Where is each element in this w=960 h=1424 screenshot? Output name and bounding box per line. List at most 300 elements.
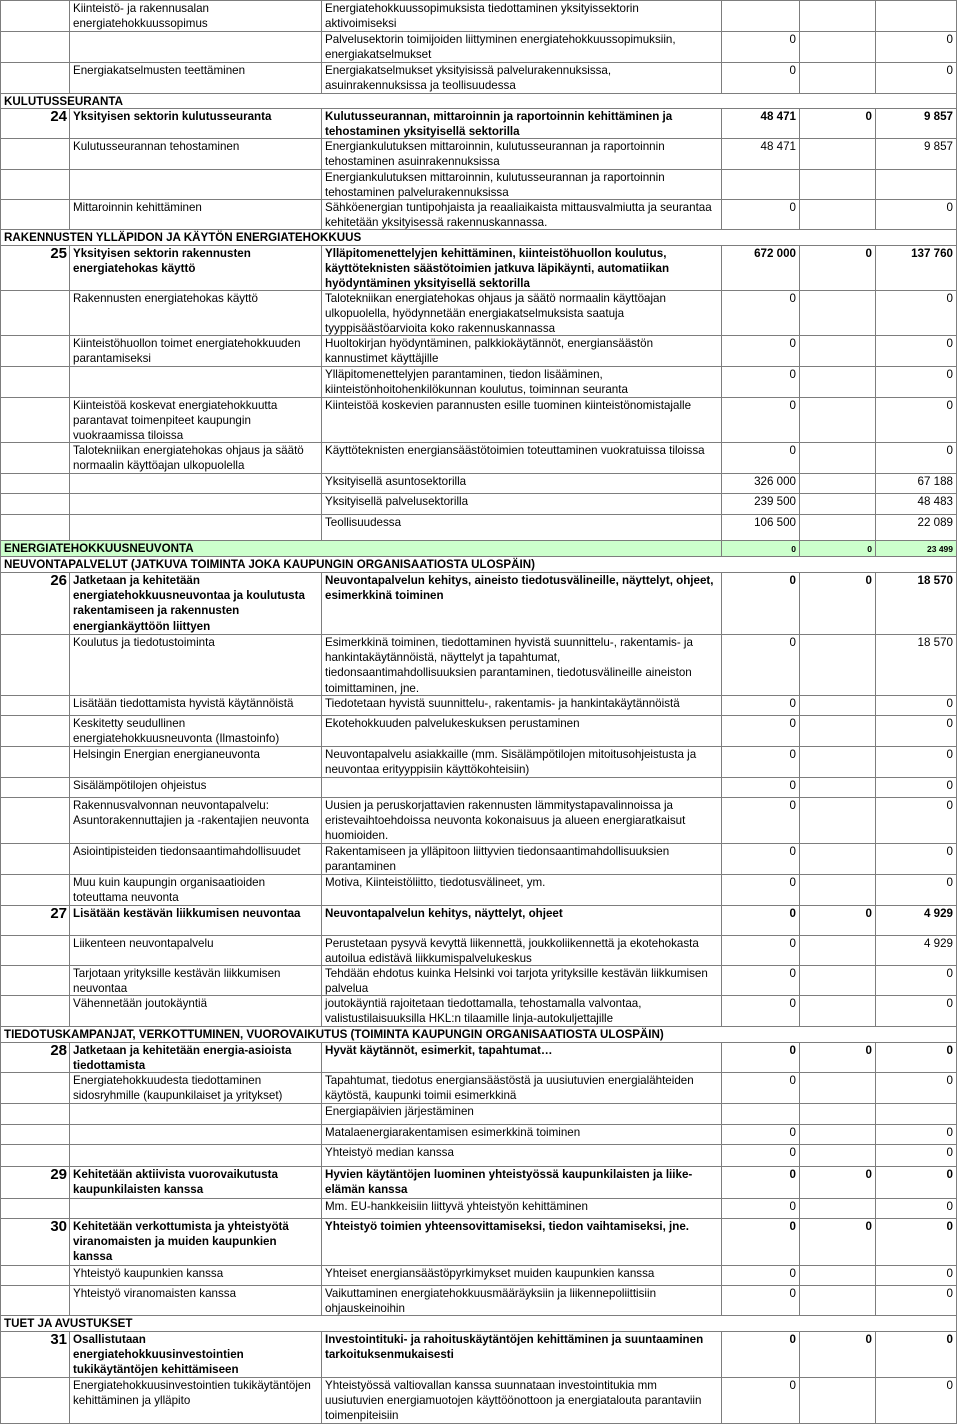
value-col-1 <box>722 1 800 31</box>
measure-name: Energiakatselmusten teettäminen <box>70 63 322 93</box>
measure-row <box>1 1043 957 1073</box>
value-col-3: 0 <box>876 875 957 905</box>
value-col-3: 18 570 <box>876 635 957 696</box>
value-col-2: 0 <box>800 1043 876 1073</box>
value-col-1 <box>722 1104 800 1124</box>
value-col-2 <box>800 1145 876 1166</box>
measure-name <box>70 32 322 62</box>
table-row <box>1 63 957 94</box>
value-col-1: 0 <box>722 1167 800 1198</box>
row-number <box>1 1104 70 1124</box>
table-row <box>1 966 957 996</box>
action-description: Ylläpitomenettelyjen parantaminen, tiedon lisääminen, kiinteistönhoitohenkilökunnan koulutus, toiminnan seuranta <box>322 367 722 397</box>
row-number <box>1 716 70 746</box>
value-col-1: 0 <box>722 32 800 62</box>
row-number <box>1 996 70 1026</box>
value-col-2 <box>800 63 876 93</box>
row-number <box>1 635 70 696</box>
measure-name <box>70 1125 322 1144</box>
table-row <box>1 1378 957 1424</box>
action-description: Neuvontapalvelun kehitys, näyttelyt, ohjeet <box>322 906 722 935</box>
table-row <box>1 200 957 230</box>
table-row <box>1 494 957 515</box>
action-description: Mm. EU-hankkeisiin liittyvä yhteistyön kehittäminen <box>322 1199 722 1218</box>
value-col-1: 0 <box>722 778 800 797</box>
value-col-3: 4 929 <box>876 936 957 966</box>
section-total-row <box>1 541 957 557</box>
table-row <box>1 996 957 1027</box>
measure-name <box>70 1104 322 1124</box>
value-col-1: 0 <box>722 398 800 444</box>
row-number <box>1 443 70 473</box>
measure-name: Energiatehokkuusinvestointien tukikäytäntöjen kehittäminen ja ylläpito <box>70 1378 322 1424</box>
table-row <box>1 1104 957 1125</box>
measure-name <box>70 1199 322 1218</box>
value-col-1: 0 <box>722 1332 800 1378</box>
value-col-2 <box>800 996 876 1026</box>
row-number: 29 <box>1 1167 70 1198</box>
table-row <box>1 875 957 906</box>
value-col-3 <box>876 1 957 31</box>
measure-name: Koulutus ja tiedotustoiminta <box>70 635 322 696</box>
row-number: 25 <box>1 246 70 292</box>
value-col-1: 0 <box>722 1145 800 1166</box>
value-col-2 <box>800 1 876 31</box>
action-description: Rakentamiseen ja ylläpitoon liittyvien tiedonsaantimahdollisuuksien parantaminen <box>322 844 722 874</box>
row-number <box>1 200 70 230</box>
value-col-1: 0 <box>722 844 800 874</box>
table-row <box>1 1286 957 1316</box>
action-description: Tehdään ehdotus kuinka Helsinki voi tarjota yrityksille kestävän liikkumisen palvelua <box>322 966 722 996</box>
section-header-row <box>1 94 957 109</box>
value-col-3: 0 <box>876 747 957 777</box>
action-description: Investointituki- ja rahoituskäytäntöjen kehittäminen ja suuntaaminen tarkoituksenmukaisesti <box>322 1332 722 1378</box>
value-col-1: 0 <box>722 906 800 935</box>
row-number <box>1 139 70 169</box>
value-col-3: 0 <box>876 778 957 797</box>
value-col-3: 0 <box>876 798 957 844</box>
value-col-3: 0 <box>876 398 957 444</box>
table-row <box>1 367 957 398</box>
value-col-3: 22 089 <box>876 515 957 540</box>
measure-name: Rakennusvalvonnan neuvontapalvelu: Asuntorakennuttajien ja -rakentajien neuvonta <box>70 798 322 844</box>
value-col-1: 0 <box>722 1073 800 1103</box>
action-description: Yksityisellä palvelusektorilla <box>322 494 722 514</box>
value-col-3: 23 499 <box>876 541 957 557</box>
value-col-1: 0 <box>722 63 800 93</box>
value-col-3: 0 <box>876 336 957 366</box>
row-number <box>1 170 70 200</box>
value-col-1: 0 <box>722 716 800 746</box>
value-col-1: 106 500 <box>722 515 800 540</box>
measure-name: Yksityisen sektorin kulutusseuranta <box>70 109 322 139</box>
row-number <box>1 1286 70 1316</box>
row-number <box>1 336 70 366</box>
value-col-2 <box>800 474 876 493</box>
measure-row <box>1 1219 957 1266</box>
action-description: Kulutusseurannan, mittaroinnin ja raportoinnin kehittäminen ja tehostaminen yksityisellä sektorilla <box>322 109 722 139</box>
value-col-3 <box>876 170 957 200</box>
action-description <box>322 778 722 797</box>
measure-name: Helsingin Energian energianeuvonta <box>70 747 322 777</box>
measure-name: Rakennusten energiatehokas käyttö <box>70 291 322 337</box>
measure-name: Mittaroinnin kehittäminen <box>70 200 322 230</box>
value-col-3: 0 <box>876 63 957 93</box>
table-row <box>1 474 957 494</box>
table-row <box>1 1073 957 1104</box>
action-description: Tiedotetaan hyvistä suunnittelu-, rakentamis- ja hankintakäytännöistä <box>322 696 722 715</box>
value-col-2 <box>800 1266 876 1285</box>
value-col-1: 0 <box>722 966 800 996</box>
value-col-3: 0 <box>876 32 957 62</box>
action-description: Hyvät käytännöt, esimerkit, tapahtumat… <box>322 1043 722 1073</box>
value-col-3: 0 <box>876 1167 957 1198</box>
row-number <box>1 875 70 905</box>
row-number <box>1 936 70 966</box>
value-col-2 <box>800 1104 876 1124</box>
action-description: Sähköenergian tuntipohjaista ja reaaliaikaista mittausvalmiutta ja seurantaa kehitetään yksityisessä rakennuskannassa. <box>322 200 722 230</box>
value-col-1 <box>722 170 800 200</box>
value-col-2 <box>800 515 876 540</box>
value-col-2 <box>800 1199 876 1218</box>
table-row <box>1 1199 957 1219</box>
row-number <box>1 494 70 514</box>
value-col-3: 48 483 <box>876 494 957 514</box>
value-col-2 <box>800 170 876 200</box>
table-row <box>1 398 957 443</box>
value-col-3: 9 857 <box>876 109 957 139</box>
value-col-3: 0 <box>876 996 957 1026</box>
value-col-1: 0 <box>722 996 800 1026</box>
action-description: Käyttöteknisten energiansäästötoimien toteuttaminen vuokratuissa tiloissa <box>322 443 722 473</box>
measure-name: Lisätään kestävän liikkumisen neuvontaa <box>70 906 322 935</box>
table-row <box>1 170 957 200</box>
row-number <box>1 747 70 777</box>
table-row <box>1 696 957 716</box>
measure-name: Osallistutaan energiatehokkuusinvestointien tukikäytäntöjen kehittämiseen <box>70 1332 322 1378</box>
measure-name: Jatketaan ja kehitetään energiatehokkuusneuvontaa ja koulutusta rakentamiseen ja rakennusten energiankäyttöön liittyen <box>70 573 322 634</box>
value-col-2: 0 <box>800 1167 876 1198</box>
value-col-2 <box>800 32 876 62</box>
action-description: joutokäyntiä rajoitetaan tiedottamalla, tehostamalla valvontaa, valistustilaisuuksilla HKL:n tilaamille linja-autokuljettajille <box>322 996 722 1026</box>
table-row <box>1 1 957 32</box>
value-col-2: 0 <box>800 246 876 292</box>
row-number <box>1 32 70 62</box>
table-row <box>1 747 957 778</box>
action-description: Ekotehokkuuden palvelukeskuksen perustaminen <box>322 716 722 746</box>
row-number <box>1 398 70 444</box>
table-row <box>1 844 957 875</box>
measure-name: Energiatehokkuudesta tiedottaminen sidosryhmille (kaupunkilaiset ja yritykset) <box>70 1073 322 1103</box>
value-col-3: 0 <box>876 716 957 746</box>
measure-name <box>70 1145 322 1166</box>
measure-name: Talotekniikan energiatehokas ohjaus ja säätö normaalin käyttöajan ulkopuolella <box>70 443 322 473</box>
measure-name <box>70 515 322 540</box>
measure-name: Keskitetty seudullinen energiatehokkuusneuvonta (Ilmastoinfo) <box>70 716 322 746</box>
section-header-row <box>1 557 957 573</box>
action-description: Yhteiset energiansäästöpyrkimykset muiden kaupunkien kanssa <box>322 1266 722 1285</box>
row-number <box>1 291 70 337</box>
action-description: Ylläpitomenettelyjen kehittäminen, kiinteistöhuollon koulutus, käyttöteknisten säästötoimien jatkuva läpikäynti, automatiikan hyödyntäminen yksityisellä sektorilla <box>322 246 722 292</box>
value-col-1: 0 <box>722 1286 800 1316</box>
value-col-1: 0 <box>722 747 800 777</box>
action-description: Energiakatselmukset yksityisissä palvelurakennuksissa, asuinrakennuksissa ja teollisuudessa <box>322 63 722 93</box>
value-col-1: 0 <box>722 696 800 715</box>
value-col-3: 9 857 <box>876 139 957 169</box>
row-number <box>1 474 70 493</box>
value-col-3: 0 <box>876 844 957 874</box>
measure-name <box>70 170 322 200</box>
table-row <box>1 32 957 63</box>
value-col-3: 0 <box>876 291 957 337</box>
value-col-1: 0 <box>722 1219 800 1265</box>
row-number <box>1 1266 70 1285</box>
value-col-1: 0 <box>722 573 800 634</box>
action-description: Vaikuttaminen energiatehokkuusmääräyksiin ja liikennepoliittisiin ohjauskeinoihin <box>322 1286 722 1316</box>
action-description: Yhteistyössä valtiovallan kanssa suunnataan investointitukia mm uusiutuvien energiamuotojen käyttöönottoon ja energiatalouta parantaviin toimenpiteisiin <box>322 1378 722 1424</box>
value-col-2 <box>800 398 876 444</box>
action-description: Yhteistyö median kanssa <box>322 1145 722 1166</box>
action-description: Neuvontapalvelun kehitys, aineisto tiedotusvälineille, näyttelyt, ohjeet, esimerkkinä toiminen <box>322 573 722 634</box>
row-number <box>1 798 70 844</box>
row-number <box>1 696 70 715</box>
value-col-3: 0 <box>876 1073 957 1103</box>
action-description: Palvelusektorin toimijoiden liittyminen energiatehokkuussopimuksiin, energiakatselmukset <box>322 32 722 62</box>
action-description: Yksityisellä asuntosektorilla <box>322 474 722 493</box>
value-col-1: 0 <box>722 367 800 397</box>
measure-name: Kehitetään aktiivista vuorovaikutusta kaupunkilaisten kanssa <box>70 1167 322 1198</box>
value-col-1: 0 <box>722 875 800 905</box>
value-col-3: 0 <box>876 1286 957 1316</box>
value-col-1: 48 471 <box>722 139 800 169</box>
value-col-2 <box>800 747 876 777</box>
value-col-2 <box>800 875 876 905</box>
value-col-3: 0 <box>876 1145 957 1166</box>
table-row <box>1 778 957 798</box>
table-row <box>1 716 957 747</box>
value-col-2: 0 <box>800 573 876 634</box>
row-number <box>1 367 70 397</box>
action-description: Yhteistyö toimien yhteensovittamiseksi, tiedon vaihtamiseksi, jne. <box>322 1219 722 1265</box>
value-col-2 <box>800 494 876 514</box>
measure-name: Sisälämpötilojen ohjeistus <box>70 778 322 797</box>
measure-name <box>70 474 322 493</box>
value-col-2 <box>800 798 876 844</box>
value-col-2: 0 <box>800 109 876 139</box>
row-number: 31 <box>1 1332 70 1378</box>
value-col-3: 0 <box>876 1125 957 1144</box>
section-title: KULUTUSSEURANTA <box>1 94 957 109</box>
value-col-3: 18 570 <box>876 573 957 634</box>
value-col-1: 0 <box>722 1125 800 1144</box>
row-number: 28 <box>1 1043 70 1073</box>
table-row <box>1 336 957 367</box>
action-description: Neuvontapalvelu asiakkaille (mm. Sisälämpötilojen mitoitusohjeistusta ja neuvontaa erityyppisiin käyttökohteisiin) <box>322 747 722 777</box>
table-row <box>1 936 957 966</box>
value-col-1: 326 000 <box>722 474 800 493</box>
value-col-3: 0 <box>876 1219 957 1265</box>
value-col-2 <box>800 443 876 473</box>
value-col-3: 0 <box>876 1266 957 1285</box>
value-col-3: 0 <box>876 1043 957 1073</box>
value-col-2 <box>800 1286 876 1316</box>
table-row <box>1 635 957 696</box>
value-col-2 <box>800 1125 876 1144</box>
value-col-1: 48 471 <box>722 109 800 139</box>
measure-name <box>70 494 322 514</box>
table-row <box>1 139 957 170</box>
row-number: 30 <box>1 1219 70 1265</box>
measure-name: Tarjotaan yrityksille kestävän liikkumisen neuvontaa <box>70 966 322 996</box>
action-description: Uusien ja peruskorjattavien rakennusten lämmitystapavalinnoissa ja eristevaihtoehdoissa neuvonta kokonaisuus ja alueen energiaratkaisut huomioiden. <box>322 798 722 844</box>
action-description: Energiankulutuksen mittaroinnin, kulutusseurannan ja raportoinnin tehostaminen palvelurakennuksissa <box>322 170 722 200</box>
measure-name: Yhteistyö kaupunkien kanssa <box>70 1266 322 1285</box>
row-number <box>1 1199 70 1218</box>
measure-name: Liikenteen neuvontapalvelu <box>70 936 322 966</box>
value-col-2: 0 <box>800 1219 876 1265</box>
measure-row <box>1 1332 957 1378</box>
measure-row <box>1 906 957 936</box>
section-header-row <box>1 1027 957 1043</box>
value-col-2 <box>800 1073 876 1103</box>
measure-name <box>70 367 322 397</box>
measure-name: Kulutusseurannan tehostaminen <box>70 139 322 169</box>
section-title: NEUVONTAPALVELUT (JATKUVA TOIMINTA JOKA KAUPUNGIN ORGANISAATIOSTA ULOSPÄIN) <box>1 557 957 572</box>
action-description: Energiankulutuksen mittaroinnin, kulutusseurannan ja raportoinnin tehostaminen asuinrakennuksissa <box>322 139 722 169</box>
action-description: Teollisuudessa <box>322 515 722 540</box>
value-col-3: 0 <box>876 1199 957 1218</box>
measure-row <box>1 1167 957 1199</box>
value-col-2 <box>800 139 876 169</box>
measure-name: Kiinteistöä koskevat energiatehokkuutta parantavat toimenpiteet kaupungin vuokraamissa tiloissa <box>70 398 322 444</box>
section-total-title: ENERGIATEHOKKUUSNEUVONTA <box>1 541 722 557</box>
action-description: Matalaenergiarakentamisen esimerkkinä toiminen <box>322 1125 722 1144</box>
value-col-2: 0 <box>800 541 876 557</box>
measure-name: Yksityisen sektorin rakennusten energiatehokas käyttö <box>70 246 322 292</box>
value-col-3 <box>876 1104 957 1124</box>
value-col-2 <box>800 200 876 230</box>
section-title: TUET JA AVUSTUKSET <box>1 1316 957 1331</box>
section-header-row <box>1 1316 957 1332</box>
value-col-3: 0 <box>876 696 957 715</box>
measure-name: Asiointipisteiden tiedonsaantimahdollisuudet <box>70 844 322 874</box>
action-description: Tapahtumat, tiedotus energiansäästöstä ja uusiutuvien energialähteiden käytöstä, kaupunki toimii esimerkkinä <box>322 1073 722 1103</box>
row-number <box>1 63 70 93</box>
value-col-1: 0 <box>722 635 800 696</box>
section-title: RAKENNUSTEN YLLÄPIDON JA KÄYTÖN ENERGIATEHOKKUUS <box>1 230 957 245</box>
row-number <box>1 1145 70 1166</box>
row-number: 26 <box>1 573 70 634</box>
value-col-1: 0 <box>722 936 800 966</box>
measure-row <box>1 573 957 635</box>
action-description: Esimerkkinä toiminen, tiedottaminen hyvistä suunnittelu-, rakentamis- ja hankintakäytännöistä, näyttelyt ja tapahtumat, tiedonsaantimahdollisuuksien parantaminen, tiedotusvälineille aineiston toimittaminen, jne. <box>322 635 722 696</box>
value-col-3: 4 929 <box>876 906 957 935</box>
measure-row <box>1 246 957 291</box>
value-col-2: 0 <box>800 1332 876 1378</box>
value-col-1: 0 <box>722 291 800 337</box>
measure-name: Vähennetään joutokäyntiä <box>70 996 322 1026</box>
measure-name: Jatketaan ja kehitetään energia-asioista tiedottamista <box>70 1043 322 1073</box>
measure-name: Kiinteistö- ja rakennusalan energiatehokkuussopimus <box>70 1 322 31</box>
action-description: Energiatehokkuussopimuksista tiedottaminen yksityissektorin aktivoimiseksi <box>322 1 722 31</box>
action-description: Perustetaan pysyvä kevyttä liikennettä, joukkoliikennettä ja ekotehokasta autoilua edistävä liikkumispalvelukeskus <box>322 936 722 966</box>
value-col-2 <box>800 367 876 397</box>
row-number <box>1 515 70 540</box>
measure-name: Muu kuin kaupungin organisaatioiden toteuttama neuvonta <box>70 875 322 905</box>
value-col-3: 0 <box>876 443 957 473</box>
measure-name: Kiinteistöhuollon toimet energiatehokkuuden parantamiseksi <box>70 336 322 366</box>
section-title: TIEDOTUSKAMPANJAT, VERKOTTUMINEN, VUOROVAIKUTUS (TOIMINTA KAUPUNGIN ORGANISAATIOSTA ULOSPÄIN) <box>1 1027 957 1042</box>
action-description: Talotekniikan energiatehokas ohjaus ja säätö normaalin käyttöajan ulkopuolella, hyödynnetään energiakatselmuksista saatuja tyyppisäästöarvioita koko rakennuskannassa <box>322 291 722 337</box>
measure-name: Yhteistyö viranomaisten kanssa <box>70 1286 322 1316</box>
value-col-2 <box>800 291 876 337</box>
value-col-2 <box>800 778 876 797</box>
value-col-3: 0 <box>876 966 957 996</box>
row-number: 24 <box>1 109 70 139</box>
row-number <box>1 1 70 31</box>
value-col-2 <box>800 1378 876 1424</box>
value-col-1: 0 <box>722 443 800 473</box>
value-col-1: 0 <box>722 1199 800 1218</box>
value-col-2 <box>800 635 876 696</box>
measure-name: Lisätään tiedottamista hyvistä käytännöistä <box>70 696 322 715</box>
table-row <box>1 1145 957 1167</box>
section-header-row <box>1 230 957 246</box>
row-number <box>1 1125 70 1144</box>
action-description: Huoltokirjan hyödyntäminen, palkkiokäytännöt, energiansäästön kannustimet käyttäjille <box>322 336 722 366</box>
table-row <box>1 443 957 474</box>
value-col-1: 0 <box>722 1043 800 1073</box>
table-row <box>1 515 957 541</box>
value-col-2 <box>800 716 876 746</box>
value-col-3: 0 <box>876 1332 957 1378</box>
table-row <box>1 291 957 336</box>
action-description: Motiva, Kiinteistöliitto, tiedotusvälineet, ym. <box>322 875 722 905</box>
value-col-2 <box>800 966 876 996</box>
value-col-1: 0 <box>722 541 800 557</box>
table-row <box>1 798 957 844</box>
value-col-1: 0 <box>722 336 800 366</box>
value-col-1: 0 <box>722 1378 800 1424</box>
action-description: Energiapäivien järjestäminen <box>322 1104 722 1124</box>
row-number: 27 <box>1 906 70 935</box>
value-col-1: 239 500 <box>722 494 800 514</box>
value-col-3: 0 <box>876 367 957 397</box>
value-col-2 <box>800 696 876 715</box>
value-col-1: 0 <box>722 798 800 844</box>
value-col-3: 137 760 <box>876 246 957 292</box>
measure-name: Kehitetään verkottumista ja yhteistyötä viranomaisten ja muiden kaupunkien kanssa <box>70 1219 322 1265</box>
row-number <box>1 1073 70 1103</box>
action-description: Kiinteistöä koskevien parannusten esille tuominen kiinteistönomistajalle <box>322 398 722 444</box>
value-col-1: 0 <box>722 200 800 230</box>
value-col-1: 672 000 <box>722 246 800 292</box>
value-col-3: 67 188 <box>876 474 957 493</box>
action-description: Hyvien käytäntöjen luominen yhteistyössä kaupunkilaisten ja liike- elämän kanssa <box>322 1167 722 1198</box>
row-number <box>1 966 70 996</box>
measure-row <box>1 109 957 139</box>
value-col-2 <box>800 336 876 366</box>
table-row <box>1 1125 957 1145</box>
value-col-3: 0 <box>876 200 957 230</box>
value-col-2 <box>800 844 876 874</box>
row-number <box>1 1378 70 1424</box>
value-col-2: 0 <box>800 906 876 935</box>
row-number <box>1 778 70 797</box>
table-row <box>1 1266 957 1286</box>
row-number <box>1 844 70 874</box>
value-col-2 <box>800 936 876 966</box>
